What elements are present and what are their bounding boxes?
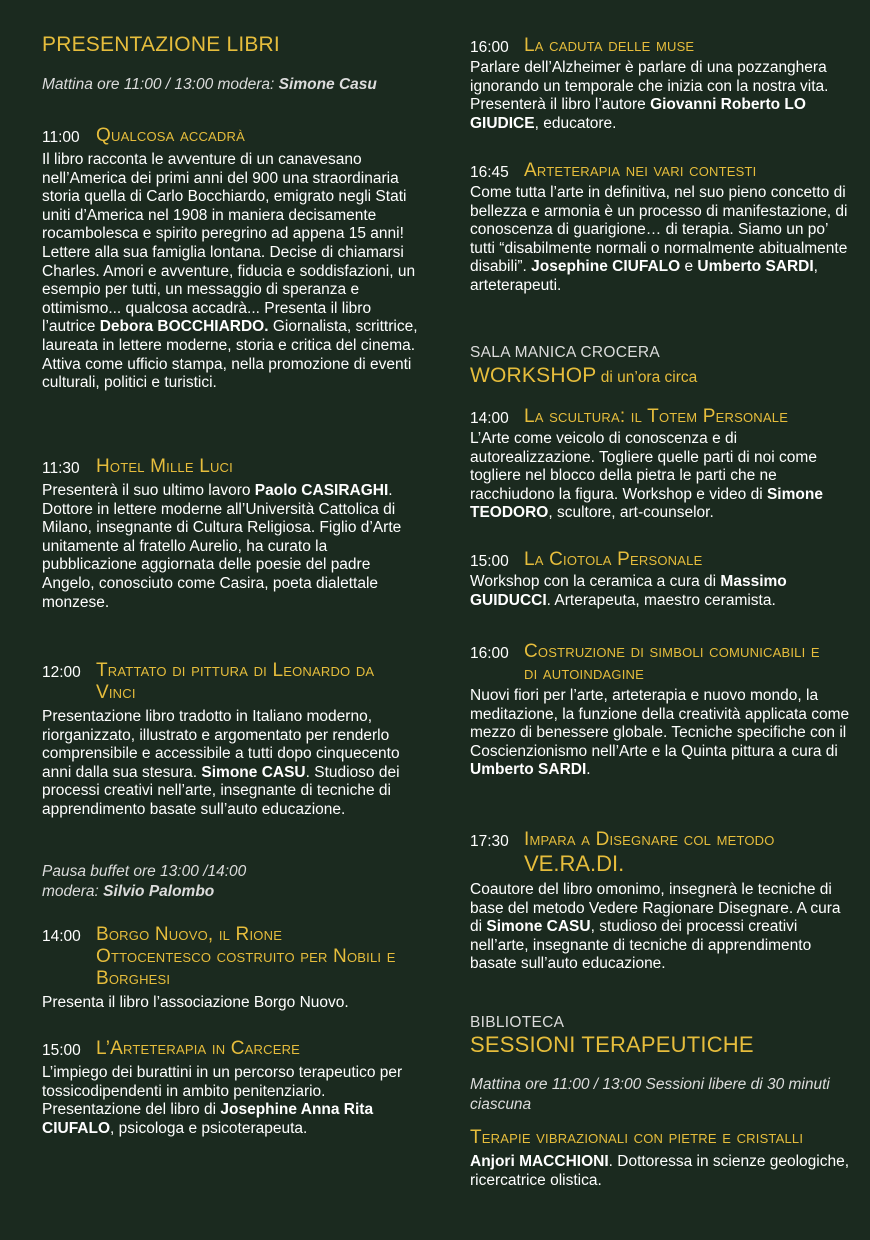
event-title: La Ciotola Personale [524, 549, 703, 570]
event-16-45 [470, 160, 854, 296]
library-session-line: Mattina ore 11:00 / 13:00 Sessioni libere di 30 minuti ciascuna [470, 1076, 830, 1113]
event-description: L’Arte come veicolo di conoscenza e di autorealizzazione. Togliere quelle parti di noi come togliere nel blocco della pietra le parti che ne racchiudono la figura. Workshop e video di Simone TEODORO, scultore, art-counselor. [470, 430, 823, 522]
event-title: Costruzione di simboli comunicabili e di autoindagine [524, 641, 820, 684]
event-time: 12:00 [42, 664, 81, 681]
moderator-name: Simone Casu [278, 76, 377, 93]
event-time: 15:00 [470, 553, 509, 570]
event-15-00-ciotola [470, 549, 854, 610]
event-title: Qualcosa accadrà [96, 125, 245, 146]
event-description: Workshop con la ceramica a cura di Massimo GUIDUCCI. Arterapeuta, maestro ceramista. [470, 573, 787, 609]
event-time: 16:00 [470, 645, 509, 662]
event-time: 11:30 [42, 460, 80, 477]
event-12-00 [42, 660, 420, 820]
event-time: 17:30 [470, 833, 509, 850]
event-time: 14:00 [42, 928, 81, 945]
event-15-00 [42, 1038, 420, 1138]
event-11-30 [42, 456, 420, 612]
event-description: Anjori MACCHIONI. Dottoressa in scienze geologiche, ricercatrice olistica. [470, 1153, 850, 1189]
event-terapie-vibrazionali [470, 1127, 860, 1190]
event-description: Presentazione libro tradotto in Italiano moderno, riorganizzato, illustrato e argomentato per renderlo comprensibile e accessibile a tutti dopo cinquecento anni dalla sua stesura. Simone CASU. Studioso dei processi creativi nell’arte, insegnante di tecniche di apprendimento basate sull’auto educazione. [42, 708, 400, 818]
event-title: Arteterapia nei vari contesti [524, 160, 757, 181]
event-description: Coautore del libro omonimo, insegnerà le tecniche di base del metodo Vedere Ragionare Disegnare. A cura di Simone CASU, studioso dei processi creativi nell’arte, insegnante di tecniche di apprendimento basate sull’auto educazione. [470, 881, 841, 973]
library-label: BIBLIOTECA [470, 1014, 565, 1031]
room-label: SALA MANICA CROCERA [470, 344, 661, 361]
event-16-00-muse [470, 35, 854, 133]
event-time: 16:45 [470, 164, 509, 181]
event-description: Come tutta l’arte in definitiva, nel suo pieno concetto di bellezza e armonia è un processo di manifestazione, di conoscenza di guarigione… di terapia. Siamo un po’ tutti “disabilmente normali o normalmente abitualmente disabili”. Josephine CIUFALO e Umberto SARDI, arteterapeuti. [470, 184, 848, 294]
workshop-subtitle: di un’ora circa [596, 369, 698, 386]
event-time: 11:00 [42, 129, 80, 146]
event-title: La scultura: il Totem Personale [524, 406, 789, 427]
event-title: Trattato di pittura di Leonardo da Vinci [96, 660, 375, 703]
event-title: Borgo Nuovo, il Rione Ottocentesco costruito per Nobili e Borghesi [96, 924, 396, 989]
event-time: 14:00 [470, 410, 509, 427]
event-title: Impara a Disegnare col metodo [524, 829, 775, 850]
event-11-00 [42, 125, 420, 393]
event-title: Hotel Mille Luci [96, 456, 233, 477]
event-time: 16:00 [470, 39, 509, 56]
event-title: L’Arteterapia in Carcere [96, 1038, 301, 1059]
event-description: Parlare dell’Alzheimer è parlare di una pozzanghera ignorando un temporale che inizia con la nostra vita. Presenterà il libro l’autore Giovanni Roberto LO GIUDICE, educatore. [470, 59, 829, 132]
event-title: Terapie vibrazionali con pietre e cristalli [470, 1127, 804, 1148]
section-title-presentazione: PRESENTAZIONE LIBRI [42, 33, 280, 56]
event-description: Nuovi fiori per l’arte, arteterapia e nuovo mondo, la meditazione, la funzione della creatività applicata come mezzo di benessere globale. Tecniche specifiche con il Coscienzionismo nell’Arte e la Quinta pittura a cura di Umberto SARDI. [470, 687, 850, 779]
event-title: La caduta delle muse [524, 35, 695, 56]
event-description: Presenterà il suo ultimo lavoro Paolo CASIRAGHI. Dottore in lettere moderne all’Università Cattolica di Milano, insegnante di Cultura Religiosa. Figlio d’Arte unitamente al fratello Aurelio, ha curato la pubblicazione aggiornata delle poesie del padre Angelo, conosciuto come Casira, poeta dialettale monzese. [42, 482, 402, 611]
morning-session-line: Mattina ore 11:00 / 13:00 modera: Simone Casu [42, 76, 377, 93]
workshop-heading [470, 364, 854, 388]
library-title: SESSIONI TERAPEUTICHE [470, 1032, 754, 1057]
event-title-veradi: VE.RA.DI. [524, 851, 625, 876]
event-14-00 [42, 924, 420, 1013]
workshop-title: WORKSHOP [470, 364, 597, 387]
event-time: 15:00 [42, 1042, 81, 1059]
event-description: Presenta il libro l’associazione Borgo Nuovo. [42, 994, 349, 1011]
event-16-00-simboli [470, 641, 854, 780]
event-description: Il libro racconta le avventure di un canavesano nell’America dei primi anni del 900 una straordinaria storia quella di Carlo Bocchiardo, emigrato negli Stati uniti d’America nel 1908 in maniera decisamente rocambolesca e spirito peregrino ad appena 15 anni! Lettere alla sua famiglia lontana. Decise di chiamarsi Charles. Amori e avventure, fiducia e soddisfazioni, un esempio per tutti, un messaggio di speranza e ottimismo... qualcosa accadrà... Presenta il libro l’autrice Debora BOCCHIARDO. Giornalista, scrittrice, laureata in lettere moderne, storia e critica del cinema. Attiva come ufficio stampa, nella promozione di eventi culturali, politici e turistici. [42, 151, 418, 392]
event-14-00-scultura [470, 406, 854, 523]
event-17-30 [470, 829, 854, 974]
event-description: L’impiego dei burattini in un percorso terapeutico per tossicodipendenti in ambito penitenziario. Presentazione del libro di Josephine Anna Rita CIUFALO, psicologa e psicoterapeuta. [42, 1064, 403, 1137]
moderator-name: Silvio Palombo [103, 883, 215, 900]
pause-buffet: Pausa buffet ore 13:00 /14:00 modera: Silvio Palombo [42, 863, 247, 900]
